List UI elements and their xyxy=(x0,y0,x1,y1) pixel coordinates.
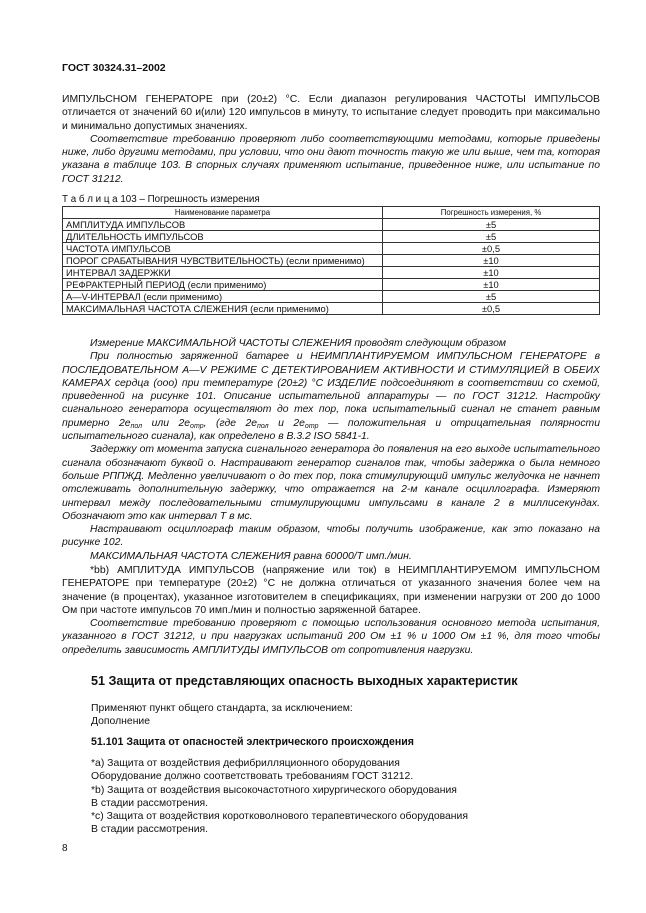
table-row xyxy=(63,303,600,315)
document-header: ГОСТ 30324.31–2002 xyxy=(62,62,166,74)
paragraph-max-tracking-rate: МАКСИМАЛЬНАЯ ЧАСТОТА СЛЕЖЕНИЯ равна 60000/Т имп./мин. xyxy=(90,550,412,562)
error-cell: ±0,5 xyxy=(383,303,600,315)
subsection-line: *а) Защита от воздействия дефибрилляционного оборудования xyxy=(91,758,400,769)
column-header-error: Погрешность измерения, % xyxy=(383,207,600,219)
table-row xyxy=(63,291,600,303)
section-51-body xyxy=(91,702,600,729)
error-cell: ±5 xyxy=(383,219,600,231)
table-row xyxy=(63,243,600,255)
error-cell: ±5 xyxy=(383,231,600,243)
paragraph-bb-amplitude: *bb) АМПЛИТУДА ИМПУЛЬСОВ (напряжение или ток) в НЕИМПЛАНТИРУЕМОМ ИМПУЛЬСНОМ ГЕНЕРАТОРЕ при температуре (20±2) °С не должна отличаться от указанного значения более чем на значение (в процентах), указанное изготовителем в спецификациях, при изменении нагрузки от 200 до 1000 Ом при частоте импульсов 70 имп./мин и полностью заряженной батарее. xyxy=(62,565,600,616)
table-caption: Т а б л и ц а 103 – Погрешность измерения xyxy=(62,194,260,205)
parameter-cell: ЧАСТОТА ИМПУЛЬСОВ xyxy=(63,243,383,255)
column-header-parameter: Наименование параметра xyxy=(63,207,383,219)
table-row xyxy=(63,219,600,231)
test-procedure-block xyxy=(62,337,600,563)
subsection-line: В стадии рассмотрения. xyxy=(91,824,209,836)
subsection-51-101-body xyxy=(91,757,600,837)
parameter-cell: A—V-ИНТЕРВАЛ (если применимо) xyxy=(63,291,383,303)
subsection-heading-51-101: 51.101 Защита от опасностей электрического происхождения xyxy=(91,736,414,748)
paragraph-measurement-intro: Измерение МАКСИМАЛЬНОЙ ЧАСТОТЫ СЛЕЖЕНИЯ проводят следующим образом xyxy=(90,338,507,349)
parameter-cell: АМПЛИТУДА ИМПУЛЬСОВ xyxy=(63,219,383,231)
table-row xyxy=(63,279,600,291)
measurement-error-table xyxy=(62,206,600,315)
parameter-cell: РЕФРАКТЕРНЫЙ ПЕРИОД (если применимо) xyxy=(63,279,383,291)
subsection-line: Оборудование должно соответствовать требованиям ГОСТ 31212. xyxy=(91,771,414,783)
table-row xyxy=(63,231,600,243)
page-number: 8 xyxy=(62,843,68,854)
error-cell: ±10 xyxy=(383,279,600,291)
paragraph-oscilloscope: Настраивают осциллограф таким образом, чтобы получить изображение, как это показано на рисунке 102. xyxy=(62,524,600,549)
subsection-line: *с) Защита от воздействия коротковолнового терапевтического оборудования xyxy=(91,811,468,823)
error-cell: ±10 xyxy=(383,255,600,267)
error-cell: ±10 xyxy=(383,267,600,279)
section-line: Дополнение xyxy=(91,716,151,728)
paragraph-continuation: ИМПУЛЬСНОМ ГЕНЕРАТОРЕ при (20±2) °С. Если диапазон регулирования ЧАСТОТЫ ИМПУЛЬСОВ отличается от значений 60 и(или) 120 импульсов в минуту, то испытание следует проводить при максимально и минимально допустимых значениях. xyxy=(62,94,600,132)
intro-block xyxy=(62,93,600,186)
section-line: Применяют пункт общего стандарта, за исключением: xyxy=(91,703,353,714)
table-header-row xyxy=(63,207,600,219)
section-heading-51: 51 Защита от представляющих опасность выходных характеристик xyxy=(91,674,518,688)
error-cell: ±5 xyxy=(383,291,600,303)
amplitude-block xyxy=(62,564,600,657)
parameter-cell: МАКСИМАЛЬНАЯ ЧАСТОТА СЛЕЖЕНИЯ (если применимо) xyxy=(63,303,383,315)
subsection-line: *b) Защита от воздействия высокочастотного хирургического оборудования xyxy=(91,784,457,796)
error-cell: ±0,5 xyxy=(383,243,600,255)
paragraph-setup: При полностью заряженной батарее и НЕИМПЛАНТИРУЕМОМ ИМПУЛЬСНОМ ГЕНЕРАТОРЕ в ПОСЛЕДОВАТЕЛЬНОМ А—V РЕЖИМЕ С ДЕТЕКТИРОВАНИЕМ АКТИВНОСТИ И СТИМУЛЯЦИЕЙ В ОБЕИХ КАМЕРАХ сердца (ооо) при температуре (20±2) °С ИЗДЕЛИЕ подсоединяют в соответствии со схемой, приведенной на рисунке 101. Описание испытательной аппаратуры — по ГОСТ 31212. Настройку сигнального генератора осуществляют до тех пор, пока испытательный сигнал не станет равным примерно $2е_{пол}$ или $2е_{отр}$, (где $2е_{пол}$ и $2е_{отр}$ — положительная и отрицательная полярности испытательного сигнала), как определено в В.3.2 ISO 5841-1. xyxy=(62,351,600,443)
table-row xyxy=(63,255,600,267)
parameter-cell: ИНТЕРВАЛ ЗАДЕРЖКИ xyxy=(63,267,383,279)
paragraph-delay: Задержку от момента запуска сигнального генератора до появления на его выходе испытательного сигнала обозначают буквой о. Настраивают генератор сигналов так, чтобы задержка о была немного больше РППЖД. Медленно увеличивают о до тех пор, пока стимулирующий импульс желудочка не начнет отслеживать дополнительную задержку, что отражается на 2-м канале осциллографа. Измеряют интервал между последовательными стимулирующими импульсами в канале 2 в миллисекундах. Обозначают это как интервал Т в мс. xyxy=(62,444,600,522)
parameter-cell: ДЛИТЕЛЬНОСТЬ ИМПУЛЬСОВ xyxy=(63,231,383,243)
table-row xyxy=(63,267,600,279)
parameter-cell: ПОРОГ СРАБАТЫВАНИЯ ЧУВСТВИТЕЛЬНОСТЬ) (если применимо) xyxy=(63,255,383,267)
paragraph-amplitude-compliance: Соответствие требованию проверяют с помощью использования основного метода испытания, указанного в ГОСТ 31212, и при нагрузках испытаний 200 Ом ±1 % и 1000 Ом ±1 %, для того чтобы определить зависимость АМПЛИТУДЫ ИМПУЛЬСОВ от сопротивления нагрузки. xyxy=(62,618,600,656)
subsection-line: В стадии рассмотрения. xyxy=(91,797,209,809)
paragraph-compliance-methods: Соответствие требованию проверяют либо соответствующими методами, которые приведены ниже, либо другими методами, при условии, что они дают точность такую же или выше, чем та, которая указана в таблице 103. В спорных случаях применяют испытание, приведенное ниже, или испытание по ГОСТ 31212. xyxy=(62,133,600,185)
